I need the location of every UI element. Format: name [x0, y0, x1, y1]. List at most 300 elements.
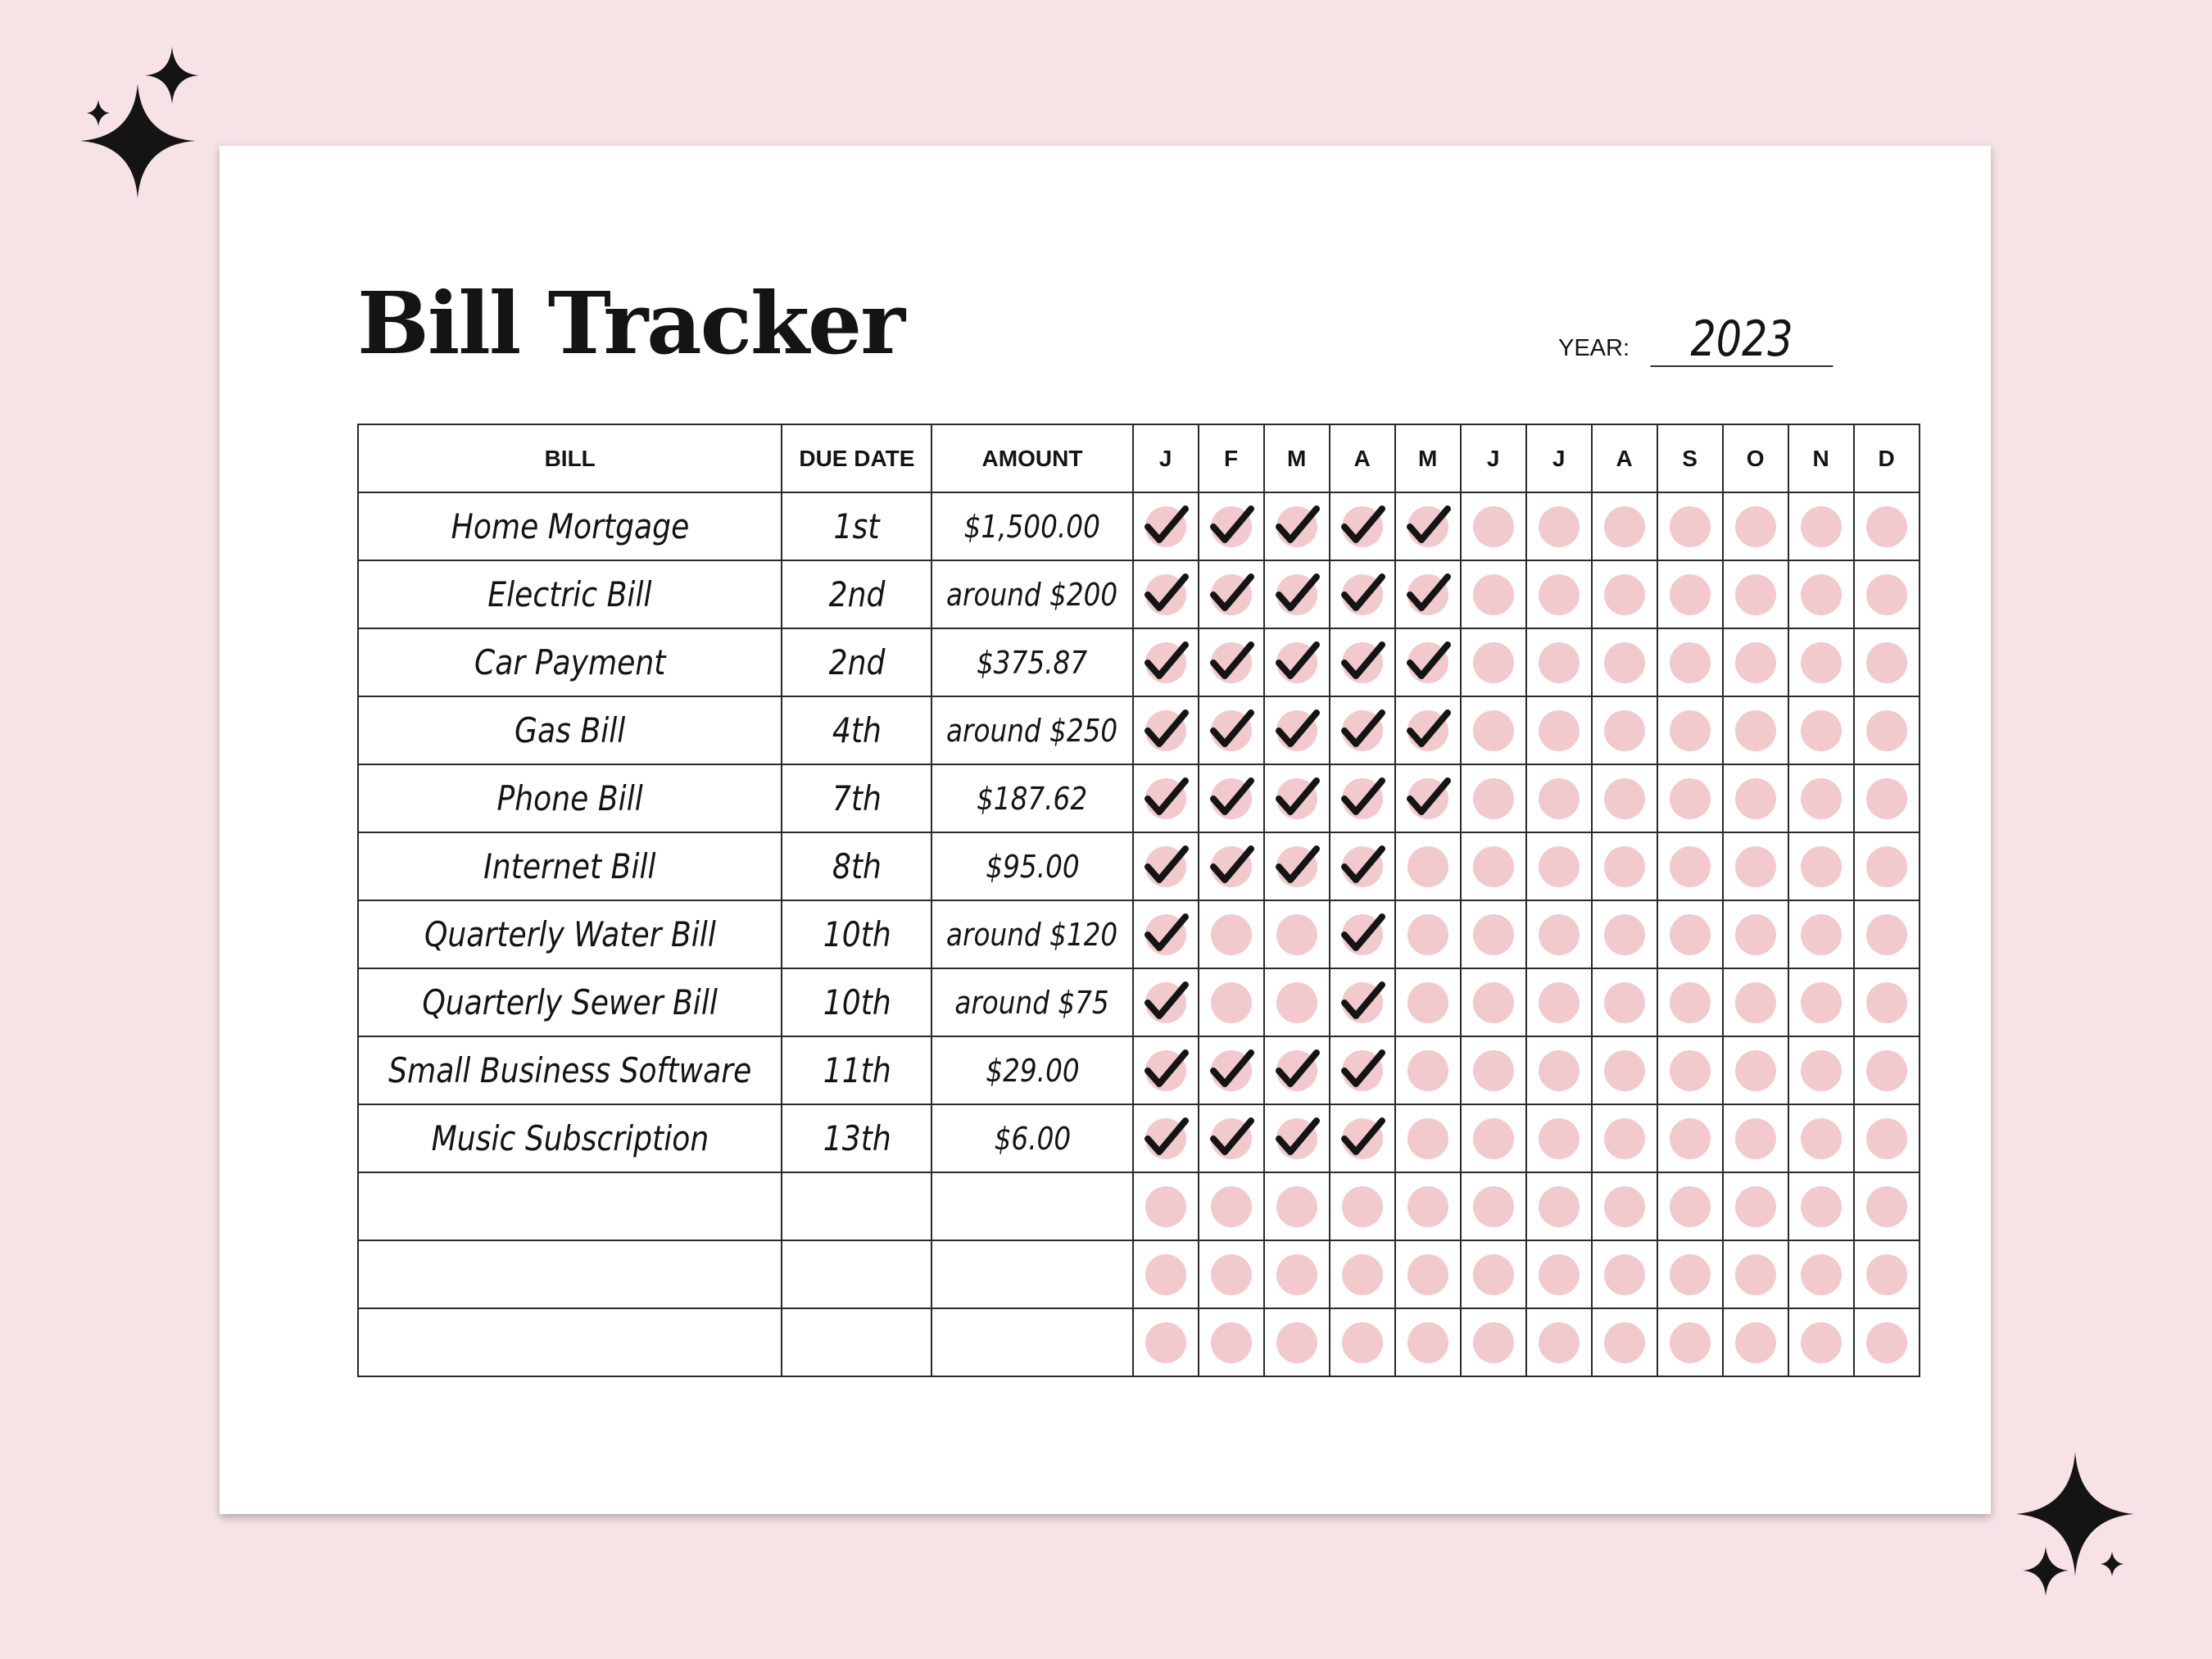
month-cell[interactable]: [1264, 628, 1330, 696]
month-checkbox[interactable]: [1462, 697, 1525, 764]
month-checkbox[interactable]: [1789, 629, 1853, 696]
month-cell[interactable]: [1264, 560, 1330, 628]
month-cell[interactable]: [1133, 560, 1199, 628]
month-cell[interactable]: [1723, 764, 1788, 832]
month-checkbox[interactable]: [1789, 1173, 1853, 1240]
month-cell[interactable]: [1788, 968, 1854, 1036]
month-cell[interactable]: [1657, 1036, 1723, 1104]
month-cell[interactable]: [1592, 764, 1657, 832]
month-cell[interactable]: [1395, 560, 1461, 628]
month-cell[interactable]: [1133, 1240, 1199, 1308]
month-cell[interactable]: [1133, 492, 1199, 560]
month-cell[interactable]: [1788, 492, 1854, 560]
month-cell[interactable]: [1592, 832, 1657, 900]
month-cell[interactable]: [1657, 492, 1723, 560]
month-checkbox[interactable]: [1724, 765, 1788, 832]
month-cell[interactable]: [1199, 696, 1264, 764]
month-cell[interactable]: [1526, 1240, 1592, 1308]
month-cell[interactable]: [1526, 1104, 1592, 1172]
month-cell[interactable]: [1526, 900, 1592, 968]
month-cell[interactable]: [1199, 1172, 1264, 1240]
month-checkbox[interactable]: [1724, 1309, 1788, 1376]
month-checkbox[interactable]: [1396, 1173, 1460, 1240]
month-checkbox[interactable]: [1789, 493, 1853, 560]
month-checkbox[interactable]: [1527, 1241, 1591, 1308]
month-checkbox[interactable]: [1593, 969, 1657, 1036]
month-cell[interactable]: [1526, 1172, 1592, 1240]
month-cell[interactable]: [1788, 1104, 1854, 1172]
month-checkbox[interactable]: [1134, 765, 1198, 832]
month-cell[interactable]: [1592, 696, 1657, 764]
month-cell[interactable]: [1723, 1308, 1788, 1376]
month-checkbox[interactable]: [1199, 1173, 1263, 1240]
month-checkbox[interactable]: [1265, 697, 1329, 764]
month-cell[interactable]: [1854, 696, 1920, 764]
month-cell[interactable]: [1657, 1172, 1723, 1240]
month-checkbox[interactable]: [1199, 765, 1263, 832]
month-cell[interactable]: [1330, 1240, 1395, 1308]
month-checkbox[interactable]: [1593, 1309, 1657, 1376]
month-cell[interactable]: [1526, 764, 1592, 832]
month-cell[interactable]: [1657, 560, 1723, 628]
month-checkbox[interactable]: [1265, 765, 1329, 832]
month-cell[interactable]: [1657, 628, 1723, 696]
month-checkbox[interactable]: [1199, 493, 1263, 560]
month-cell[interactable]: [1592, 628, 1657, 696]
month-checkbox[interactable]: [1527, 765, 1591, 832]
month-checkbox[interactable]: [1724, 1037, 1788, 1104]
month-checkbox[interactable]: [1527, 561, 1591, 628]
month-cell[interactable]: [1854, 764, 1920, 832]
month-cell[interactable]: [1264, 492, 1330, 560]
month-checkbox[interactable]: [1789, 969, 1853, 1036]
month-checkbox[interactable]: [1330, 901, 1394, 968]
month-checkbox[interactable]: [1724, 901, 1788, 968]
month-checkbox[interactable]: [1724, 1241, 1788, 1308]
month-checkbox[interactable]: [1330, 833, 1394, 900]
month-checkbox[interactable]: [1330, 1105, 1394, 1172]
month-checkbox[interactable]: [1134, 901, 1198, 968]
month-checkbox[interactable]: [1855, 901, 1919, 968]
month-checkbox[interactable]: [1462, 1037, 1525, 1104]
month-checkbox[interactable]: [1134, 1037, 1198, 1104]
month-checkbox[interactable]: [1724, 833, 1788, 900]
month-cell[interactable]: [1395, 1104, 1461, 1172]
month-cell[interactable]: [1788, 764, 1854, 832]
month-cell[interactable]: [1854, 1036, 1920, 1104]
month-cell[interactable]: [1330, 1308, 1395, 1376]
month-cell[interactable]: [1592, 1240, 1657, 1308]
month-cell[interactable]: [1395, 1308, 1461, 1376]
month-cell[interactable]: [1461, 1036, 1526, 1104]
month-checkbox[interactable]: [1265, 1105, 1329, 1172]
month-checkbox[interactable]: [1199, 629, 1263, 696]
month-cell[interactable]: [1723, 832, 1788, 900]
month-cell[interactable]: [1526, 560, 1592, 628]
month-cell[interactable]: [1461, 492, 1526, 560]
month-cell[interactable]: [1395, 492, 1461, 560]
month-checkbox[interactable]: [1330, 697, 1394, 764]
month-checkbox[interactable]: [1199, 1105, 1263, 1172]
month-cell[interactable]: [1854, 560, 1920, 628]
month-cell[interactable]: [1526, 968, 1592, 1036]
month-checkbox[interactable]: [1134, 493, 1198, 560]
month-checkbox[interactable]: [1724, 1173, 1788, 1240]
month-cell[interactable]: [1723, 1172, 1788, 1240]
month-checkbox[interactable]: [1134, 969, 1198, 1036]
month-checkbox[interactable]: [1593, 765, 1657, 832]
month-cell[interactable]: [1133, 696, 1199, 764]
month-cell[interactable]: [1592, 900, 1657, 968]
month-checkbox[interactable]: [1855, 969, 1919, 1036]
month-cell[interactable]: [1199, 968, 1264, 1036]
month-checkbox[interactable]: [1855, 561, 1919, 628]
month-checkbox[interactable]: [1658, 629, 1722, 696]
month-cell[interactable]: [1330, 1104, 1395, 1172]
month-checkbox[interactable]: [1462, 833, 1525, 900]
month-cell[interactable]: [1592, 492, 1657, 560]
month-checkbox[interactable]: [1724, 697, 1788, 764]
month-cell[interactable]: [1657, 900, 1723, 968]
month-cell[interactable]: [1264, 900, 1330, 968]
month-cell[interactable]: [1330, 1036, 1395, 1104]
month-checkbox[interactable]: [1527, 1037, 1591, 1104]
month-checkbox[interactable]: [1789, 901, 1853, 968]
month-checkbox[interactable]: [1789, 1241, 1853, 1308]
month-checkbox[interactable]: [1134, 629, 1198, 696]
month-cell[interactable]: [1657, 1308, 1723, 1376]
month-checkbox[interactable]: [1855, 697, 1919, 764]
month-cell[interactable]: [1526, 832, 1592, 900]
month-cell[interactable]: [1657, 1240, 1723, 1308]
month-checkbox[interactable]: [1396, 765, 1460, 832]
month-cell[interactable]: [1264, 1104, 1330, 1172]
month-cell[interactable]: [1199, 560, 1264, 628]
month-checkbox[interactable]: [1396, 969, 1460, 1036]
month-checkbox[interactable]: [1265, 493, 1329, 560]
month-cell[interactable]: [1330, 560, 1395, 628]
month-cell[interactable]: [1133, 900, 1199, 968]
month-cell[interactable]: [1395, 900, 1461, 968]
month-checkbox[interactable]: [1724, 969, 1788, 1036]
month-checkbox[interactable]: [1199, 697, 1263, 764]
month-checkbox[interactable]: [1527, 1173, 1591, 1240]
month-checkbox[interactable]: [1199, 1309, 1263, 1376]
month-checkbox[interactable]: [1199, 1241, 1263, 1308]
month-cell[interactable]: [1133, 628, 1199, 696]
month-checkbox[interactable]: [1396, 1037, 1460, 1104]
month-cell[interactable]: [1526, 1036, 1592, 1104]
month-checkbox[interactable]: [1527, 493, 1591, 560]
month-checkbox[interactable]: [1330, 765, 1394, 832]
month-checkbox[interactable]: [1789, 1309, 1853, 1376]
month-checkbox[interactable]: [1593, 493, 1657, 560]
month-cell[interactable]: [1657, 968, 1723, 1036]
month-checkbox[interactable]: [1199, 901, 1263, 968]
month-checkbox[interactable]: [1265, 833, 1329, 900]
month-checkbox[interactable]: [1462, 1309, 1525, 1376]
month-cell[interactable]: [1461, 1104, 1526, 1172]
month-checkbox[interactable]: [1593, 833, 1657, 900]
month-cell[interactable]: [1592, 1104, 1657, 1172]
month-checkbox[interactable]: [1527, 901, 1591, 968]
month-cell[interactable]: [1461, 968, 1526, 1036]
month-cell[interactable]: [1330, 1172, 1395, 1240]
month-cell[interactable]: [1264, 1036, 1330, 1104]
month-checkbox[interactable]: [1527, 629, 1591, 696]
month-checkbox[interactable]: [1330, 493, 1394, 560]
month-checkbox[interactable]: [1789, 561, 1853, 628]
month-cell[interactable]: [1330, 696, 1395, 764]
month-checkbox[interactable]: [1658, 765, 1722, 832]
month-cell[interactable]: [1592, 560, 1657, 628]
month-checkbox[interactable]: [1134, 697, 1198, 764]
month-checkbox[interactable]: [1658, 697, 1722, 764]
month-cell[interactable]: [1854, 968, 1920, 1036]
month-checkbox[interactable]: [1593, 561, 1657, 628]
month-cell[interactable]: [1264, 764, 1330, 832]
month-checkbox[interactable]: [1330, 1173, 1394, 1240]
month-cell[interactable]: [1330, 628, 1395, 696]
month-checkbox[interactable]: [1855, 1173, 1919, 1240]
month-cell[interactable]: [1723, 968, 1788, 1036]
month-checkbox[interactable]: [1593, 901, 1657, 968]
month-cell[interactable]: [1723, 628, 1788, 696]
month-checkbox[interactable]: [1396, 1309, 1460, 1376]
month-cell[interactable]: [1526, 696, 1592, 764]
month-cell[interactable]: [1264, 1240, 1330, 1308]
month-cell[interactable]: [1199, 832, 1264, 900]
month-checkbox[interactable]: [1199, 833, 1263, 900]
month-checkbox[interactable]: [1527, 1309, 1591, 1376]
month-checkbox[interactable]: [1134, 1241, 1198, 1308]
month-cell[interactable]: [1199, 492, 1264, 560]
month-cell[interactable]: [1854, 900, 1920, 968]
month-checkbox[interactable]: [1462, 1105, 1525, 1172]
month-cell[interactable]: [1395, 764, 1461, 832]
month-checkbox[interactable]: [1658, 833, 1722, 900]
month-cell[interactable]: [1526, 628, 1592, 696]
month-cell[interactable]: [1264, 1172, 1330, 1240]
month-cell[interactable]: [1330, 900, 1395, 968]
month-checkbox[interactable]: [1134, 1173, 1198, 1240]
month-checkbox[interactable]: [1789, 1105, 1853, 1172]
month-cell[interactable]: [1657, 696, 1723, 764]
month-cell[interactable]: [1264, 968, 1330, 1036]
month-cell[interactable]: [1264, 696, 1330, 764]
month-checkbox[interactable]: [1724, 493, 1788, 560]
month-cell[interactable]: [1199, 1308, 1264, 1376]
month-checkbox[interactable]: [1593, 697, 1657, 764]
month-checkbox[interactable]: [1265, 1309, 1329, 1376]
month-checkbox[interactable]: [1593, 1105, 1657, 1172]
month-cell[interactable]: [1788, 1240, 1854, 1308]
month-checkbox[interactable]: [1789, 697, 1853, 764]
month-checkbox[interactable]: [1134, 833, 1198, 900]
month-cell[interactable]: [1133, 1308, 1199, 1376]
month-cell[interactable]: [1461, 1308, 1526, 1376]
month-checkbox[interactable]: [1593, 1037, 1657, 1104]
month-cell[interactable]: [1264, 832, 1330, 900]
month-cell[interactable]: [1788, 628, 1854, 696]
month-cell[interactable]: [1723, 560, 1788, 628]
month-cell[interactable]: [1461, 628, 1526, 696]
month-checkbox[interactable]: [1658, 1309, 1722, 1376]
month-checkbox[interactable]: [1724, 629, 1788, 696]
month-cell[interactable]: [1395, 1036, 1461, 1104]
month-cell[interactable]: [1788, 696, 1854, 764]
month-checkbox[interactable]: [1396, 629, 1460, 696]
month-cell[interactable]: [1461, 1172, 1526, 1240]
month-cell[interactable]: [1723, 900, 1788, 968]
month-cell[interactable]: [1592, 968, 1657, 1036]
month-cell[interactable]: [1330, 764, 1395, 832]
month-checkbox[interactable]: [1658, 1037, 1722, 1104]
month-cell[interactable]: [1592, 1308, 1657, 1376]
month-checkbox[interactable]: [1855, 629, 1919, 696]
month-cell[interactable]: [1657, 764, 1723, 832]
month-cell[interactable]: [1199, 628, 1264, 696]
month-cell[interactable]: [1526, 492, 1592, 560]
month-checkbox[interactable]: [1855, 1309, 1919, 1376]
month-cell[interactable]: [1854, 1240, 1920, 1308]
month-cell[interactable]: [1133, 832, 1199, 900]
month-checkbox[interactable]: [1658, 493, 1722, 560]
month-checkbox[interactable]: [1462, 765, 1525, 832]
month-cell[interactable]: [1657, 1104, 1723, 1172]
month-checkbox[interactable]: [1396, 493, 1460, 560]
month-checkbox[interactable]: [1789, 765, 1853, 832]
month-cell[interactable]: [1133, 764, 1199, 832]
month-cell[interactable]: [1461, 1240, 1526, 1308]
month-checkbox[interactable]: [1527, 833, 1591, 900]
month-checkbox[interactable]: [1199, 561, 1263, 628]
month-checkbox[interactable]: [1462, 1241, 1525, 1308]
month-checkbox[interactable]: [1265, 1173, 1329, 1240]
month-cell[interactable]: [1854, 1172, 1920, 1240]
month-checkbox[interactable]: [1330, 1241, 1394, 1308]
month-checkbox[interactable]: [1134, 561, 1198, 628]
month-checkbox[interactable]: [1855, 1037, 1919, 1104]
month-cell[interactable]: [1395, 628, 1461, 696]
month-checkbox[interactable]: [1330, 1037, 1394, 1104]
month-cell[interactable]: [1723, 1104, 1788, 1172]
month-cell[interactable]: [1395, 1240, 1461, 1308]
month-cell[interactable]: [1199, 1036, 1264, 1104]
month-cell[interactable]: [1788, 560, 1854, 628]
month-cell[interactable]: [1133, 968, 1199, 1036]
month-checkbox[interactable]: [1462, 901, 1525, 968]
month-cell[interactable]: [1854, 628, 1920, 696]
month-checkbox[interactable]: [1199, 1037, 1263, 1104]
month-cell[interactable]: [1592, 1036, 1657, 1104]
month-checkbox[interactable]: [1396, 901, 1460, 968]
month-checkbox[interactable]: [1724, 1105, 1788, 1172]
month-checkbox[interactable]: [1265, 561, 1329, 628]
month-cell[interactable]: [1723, 696, 1788, 764]
month-cell[interactable]: [1788, 900, 1854, 968]
month-cell[interactable]: [1461, 900, 1526, 968]
month-cell[interactable]: [1854, 492, 1920, 560]
month-cell[interactable]: [1330, 968, 1395, 1036]
month-cell[interactable]: [1526, 1308, 1592, 1376]
month-checkbox[interactable]: [1396, 1105, 1460, 1172]
month-cell[interactable]: [1264, 1308, 1330, 1376]
month-checkbox[interactable]: [1265, 1241, 1329, 1308]
month-checkbox[interactable]: [1330, 629, 1394, 696]
month-checkbox[interactable]: [1527, 697, 1591, 764]
month-cell[interactable]: [1133, 1104, 1199, 1172]
month-cell[interactable]: [1395, 832, 1461, 900]
month-checkbox[interactable]: [1134, 1105, 1198, 1172]
month-checkbox[interactable]: [1134, 1309, 1198, 1376]
month-cell[interactable]: [1395, 696, 1461, 764]
month-cell[interactable]: [1788, 832, 1854, 900]
month-cell[interactable]: [1330, 492, 1395, 560]
month-cell[interactable]: [1199, 1240, 1264, 1308]
month-checkbox[interactable]: [1658, 1241, 1722, 1308]
month-checkbox[interactable]: [1855, 833, 1919, 900]
month-cell[interactable]: [1657, 832, 1723, 900]
month-cell[interactable]: [1133, 1172, 1199, 1240]
month-cell[interactable]: [1723, 1240, 1788, 1308]
month-checkbox[interactable]: [1527, 969, 1591, 1036]
month-cell[interactable]: [1592, 1172, 1657, 1240]
month-cell[interactable]: [1133, 1036, 1199, 1104]
month-cell[interactable]: [1395, 968, 1461, 1036]
month-checkbox[interactable]: [1658, 901, 1722, 968]
month-checkbox[interactable]: [1396, 697, 1460, 764]
month-checkbox[interactable]: [1265, 1037, 1329, 1104]
month-checkbox[interactable]: [1658, 1173, 1722, 1240]
month-checkbox[interactable]: [1396, 1241, 1460, 1308]
month-checkbox[interactable]: [1527, 1105, 1591, 1172]
month-checkbox[interactable]: [1199, 969, 1263, 1036]
month-checkbox[interactable]: [1265, 901, 1329, 968]
month-cell[interactable]: [1199, 900, 1264, 968]
month-cell[interactable]: [1199, 764, 1264, 832]
month-checkbox[interactable]: [1658, 561, 1722, 628]
month-cell[interactable]: [1854, 1308, 1920, 1376]
month-cell[interactable]: [1854, 1104, 1920, 1172]
month-checkbox[interactable]: [1789, 833, 1853, 900]
month-checkbox[interactable]: [1396, 833, 1460, 900]
month-checkbox[interactable]: [1855, 1105, 1919, 1172]
month-cell[interactable]: [1723, 492, 1788, 560]
month-cell[interactable]: [1461, 696, 1526, 764]
month-checkbox[interactable]: [1462, 1173, 1525, 1240]
month-checkbox[interactable]: [1593, 1241, 1657, 1308]
month-cell[interactable]: [1330, 832, 1395, 900]
month-checkbox[interactable]: [1330, 561, 1394, 628]
month-checkbox[interactable]: [1593, 629, 1657, 696]
month-cell[interactable]: [1723, 1036, 1788, 1104]
month-cell[interactable]: [1788, 1308, 1854, 1376]
month-cell[interactable]: [1461, 764, 1526, 832]
month-checkbox[interactable]: [1593, 1173, 1657, 1240]
month-checkbox[interactable]: [1462, 629, 1525, 696]
month-checkbox[interactable]: [1658, 1105, 1722, 1172]
month-checkbox[interactable]: [1330, 969, 1394, 1036]
month-checkbox[interactable]: [1789, 1037, 1853, 1104]
month-checkbox[interactable]: [1265, 969, 1329, 1036]
month-checkbox[interactable]: [1396, 561, 1460, 628]
month-checkbox[interactable]: [1265, 629, 1329, 696]
month-cell[interactable]: [1788, 1036, 1854, 1104]
month-cell[interactable]: [1199, 1104, 1264, 1172]
month-checkbox[interactable]: [1462, 561, 1525, 628]
month-cell[interactable]: [1395, 1172, 1461, 1240]
